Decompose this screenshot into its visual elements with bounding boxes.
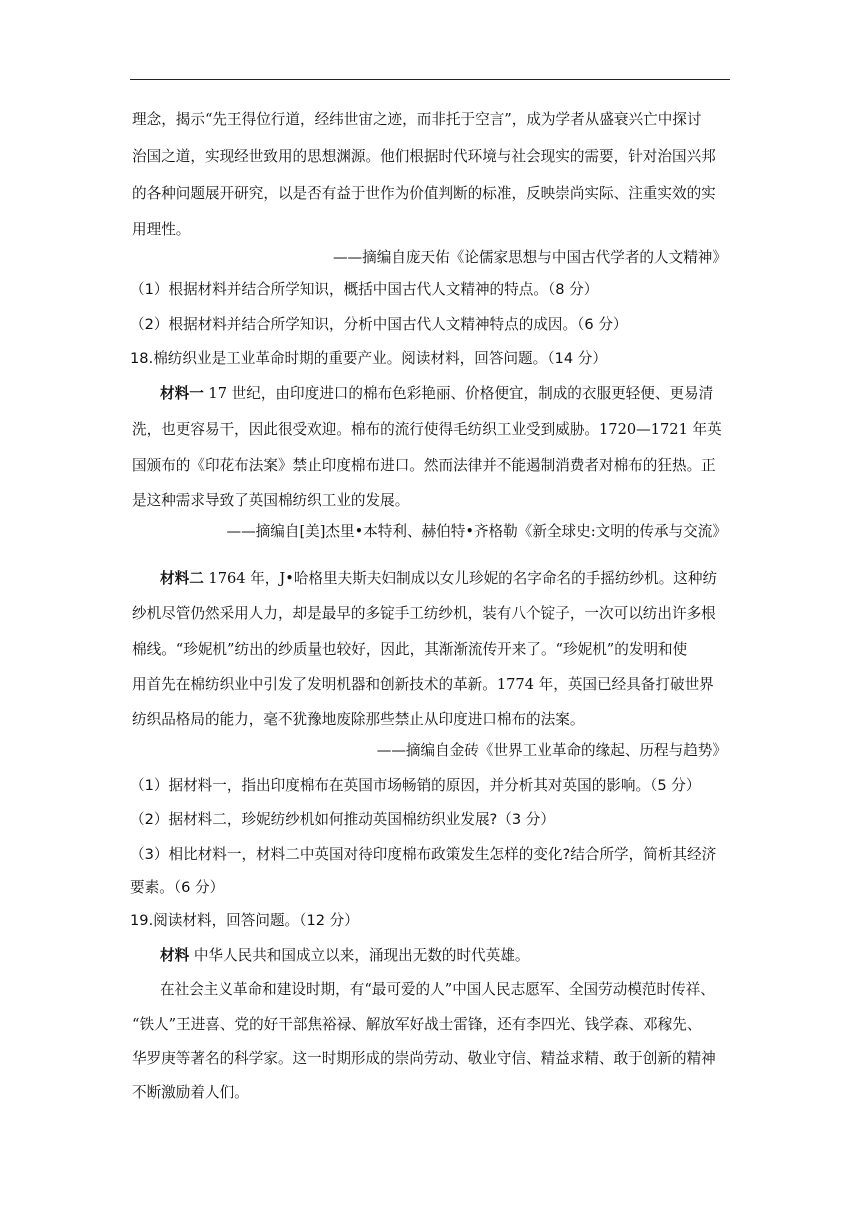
question-item: 要素。（6 分） (130, 879, 225, 896)
question-title: 19.阅读材料，回答问题。（12 分） (130, 912, 359, 929)
text-line: “铁人”王进喜、党的好干部焦裕禄、解放军好战士雷锋，还有李四光、钱学森、邓稼先、 (132, 1016, 702, 1033)
text-line: 理念，揭示“先王得位行道，经纬世宙之迹，而非托于空言”，成为学者从盛衰兴亡中探讨 (132, 111, 702, 128)
text-line: 国颁布的《印花布法案》禁止印度棉布进口。然而法律并不能遏制消费者对棉布的狂热。正 (132, 457, 716, 474)
material-line (0, 946, 860, 966)
question-item: （1）据材料一，指出印度棉布在英国市场畅销的原因，并分析其对英国的影响。（5 分） (130, 777, 701, 794)
question-title: 18.棉纺织业是工业革命时期的重要产业。阅读材料，回答问题。（14 分） (130, 350, 607, 367)
material-text: 17 世纪，由印度进口的棉布色彩艳丽、价格便宜，制成的衣服更轻便、更易清 (203, 385, 714, 402)
source-citation: ——摘编自庞天佑《论儒家思想与中国古代学者的人文精神》 (332, 249, 727, 266)
text-line: 洗，也更容易干，因此很受欢迎。棉布的流行使得毛纺织工业受到威胁。1720—1721 年英 (132, 421, 722, 438)
material-text: 中华人民共和国成立以来，涌现出无数的时代英雄。 (189, 947, 530, 964)
text-line: 纺织品格局的能力，毫不犹豫地废除那些禁止从印度进口棉布的法案。 (132, 711, 585, 728)
material-label: 材料一 (160, 385, 204, 402)
text-line: 不断激励着人们。 (132, 1084, 249, 1101)
material-label: 材料二 (160, 570, 204, 587)
text-line: 是这种需求导致了英国棉纺织工业的发展。 (132, 492, 410, 509)
text-line: 的各种问题展开研究，以是否有益于世作为价值判断的标准，反映崇尚实际、注重实效的实 (132, 185, 716, 202)
text-line: 用首先在棉纺织业中引发了发明机器和创新技术的革新。1774 年，英国已经具备打破世界 (132, 676, 714, 693)
material-line (0, 569, 860, 589)
text-line: 纱机尽管仍然采用人力，却是最早的多锭手工纺纱机，装有八个锭子，一次可以纺出许多根 (132, 605, 716, 622)
source-citation: ——摘编自[美]杰里•本特利、赫伯特•齐格勒《新全球史:文明的传承与交流》 (226, 523, 727, 540)
text-line: 治国之道，实现经世致用的思想渊源。他们根据时代环境与社会现实的需要，针对治国兴邦 (132, 148, 716, 165)
text-line: 在社会主义革命和建设时期，有“最可爱的人”中国人民志愿军、全国劳动模范时传祥、 (160, 981, 715, 998)
material-line (0, 384, 860, 404)
question-item: （1）根据材料并结合所学知识，概括中国古代人文精神的特点。（8 分） (130, 281, 599, 298)
material-label: 材料 (160, 947, 190, 964)
text-line: 用理性。 (132, 221, 191, 238)
text-line: 华罗庚等著名的科学家。这一时期形成的崇尚劳动、敬业守信、精益求精、敢于创新的精神 (132, 1050, 716, 1067)
source-citation: ——摘编自金砖《世界工业革命的缘起、历程与趋势》 (376, 742, 727, 759)
question-item: （2）据材料二，珍妮纺纱机如何推动英国棉纺织业发展?（3 分） (130, 811, 555, 828)
material-text: 1764 年，J•哈格里夫斯夫妇制成以女儿珍妮的名字命名的手摇纺纱机。这种纺 (203, 570, 718, 587)
question-item: （3）相比材料一，材料二中英国对待印度棉布政策发生怎样的变化?结合所学，简析其经济 (130, 846, 717, 863)
text-line: 棉线。“珍妮机”纺出的纱质量也较好，因此，其渐渐流传开来了。“珍妮机”的发明和使 (132, 641, 688, 658)
question-item: （2）根据材料并结合所学知识，分析中国古代人文精神特点的成因。（6 分） (130, 316, 628, 333)
header-rule (130, 79, 730, 80)
